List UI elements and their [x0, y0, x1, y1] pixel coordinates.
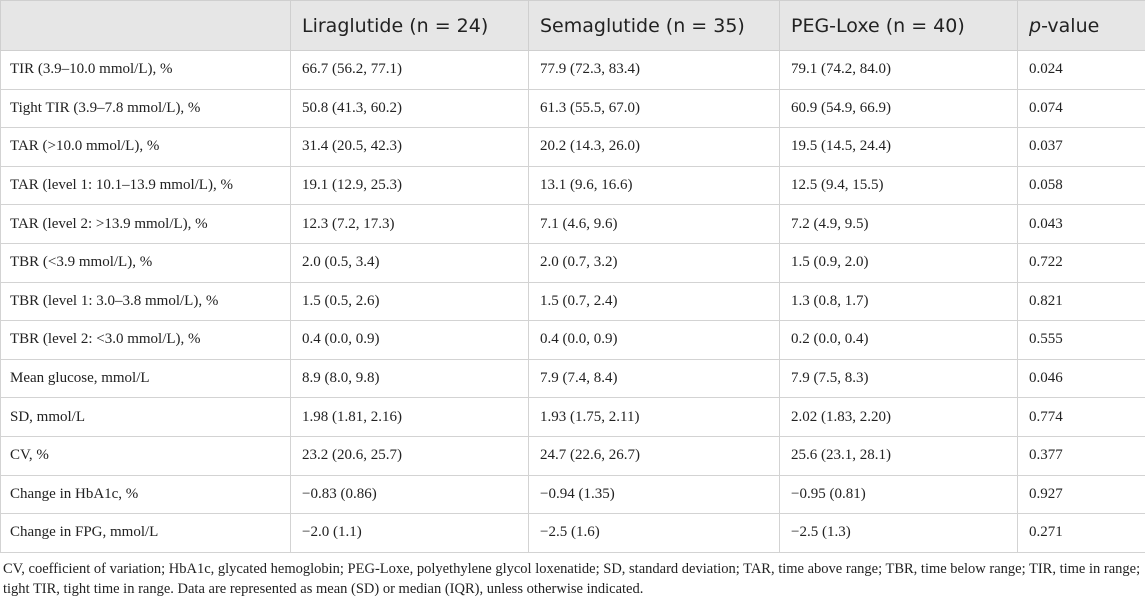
semaglutide-value: 61.3 (55.5, 67.0)	[529, 89, 780, 128]
table-row	[1, 89, 1145, 128]
peg-loxe-value: 79.1 (74.2, 84.0)	[780, 51, 1018, 90]
table-row	[1, 436, 1145, 475]
row-label: Mean glucose, mmol/L	[1, 359, 291, 398]
table-body	[1, 51, 1145, 553]
semaglutide-value: 20.2 (14.3, 26.0)	[529, 128, 780, 167]
row-label: Tight TIR (3.9–7.8 mmol/L), %	[1, 89, 291, 128]
semaglutide-value: 7.9 (7.4, 8.4)	[529, 359, 780, 398]
liraglutide-value: 8.9 (8.0, 9.8)	[291, 359, 529, 398]
p-value: 0.927	[1018, 475, 1145, 514]
semaglutide-value: 13.1 (9.6, 16.6)	[529, 166, 780, 205]
semaglutide-value: −0.94 (1.35)	[529, 475, 780, 514]
peg-loxe-value: 25.6 (23.1, 28.1)	[780, 436, 1018, 475]
semaglutide-value: 2.0 (0.7, 3.2)	[529, 243, 780, 282]
row-label: Change in FPG, mmol/L	[1, 514, 291, 553]
peg-loxe-value: 12.5 (9.4, 15.5)	[780, 166, 1018, 205]
liraglutide-value: 19.1 (12.9, 25.3)	[291, 166, 529, 205]
table-row	[1, 166, 1145, 205]
liraglutide-value: 0.4 (0.0, 0.9)	[291, 321, 529, 360]
p-value: 0.074	[1018, 89, 1145, 128]
table-row	[1, 282, 1145, 321]
liraglutide-value: −2.0 (1.1)	[291, 514, 529, 553]
semaglutide-value: 1.93 (1.75, 2.11)	[529, 398, 780, 437]
semaglutide-value: 77.9 (72.3, 83.4)	[529, 51, 780, 90]
row-label: TAR (level 2: >13.9 mmol/L), %	[1, 205, 291, 244]
liraglutide-value: 1.98 (1.81, 2.16)	[291, 398, 529, 437]
peg-loxe-value: −0.95 (0.81)	[780, 475, 1018, 514]
semaglutide-value: −2.5 (1.6)	[529, 514, 780, 553]
p-value: 0.024	[1018, 51, 1145, 90]
p-value: 0.555	[1018, 321, 1145, 360]
semaglutide-value: 24.7 (22.6, 26.7)	[529, 436, 780, 475]
row-label: TBR (<3.9 mmol/L), %	[1, 243, 291, 282]
p-value: 0.058	[1018, 166, 1145, 205]
liraglutide-value: 66.7 (56.2, 77.1)	[291, 51, 529, 90]
header-empty	[1, 1, 291, 51]
header-semaglutide: Semaglutide (n = 35)	[529, 1, 780, 51]
table-row	[1, 398, 1145, 437]
table-row	[1, 475, 1145, 514]
header-peg-loxe: PEG-Loxe (n = 40)	[780, 1, 1018, 51]
row-label: SD, mmol/L	[1, 398, 291, 437]
peg-loxe-value: 19.5 (14.5, 24.4)	[780, 128, 1018, 167]
liraglutide-value: 2.0 (0.5, 3.4)	[291, 243, 529, 282]
row-label: TBR (level 1: 3.0–3.8 mmol/L), %	[1, 282, 291, 321]
p-value: 0.043	[1018, 205, 1145, 244]
p-value: 0.821	[1018, 282, 1145, 321]
table-row	[1, 51, 1145, 90]
row-label: CV, %	[1, 436, 291, 475]
p-value: 0.774	[1018, 398, 1145, 437]
peg-loxe-value: 7.2 (4.9, 9.5)	[780, 205, 1018, 244]
liraglutide-value: 31.4 (20.5, 42.3)	[291, 128, 529, 167]
peg-loxe-value: 0.2 (0.0, 0.4)	[780, 321, 1018, 360]
header-p-value	[1018, 1, 1145, 51]
peg-loxe-value: 60.9 (54.9, 66.9)	[780, 89, 1018, 128]
table-row	[1, 359, 1145, 398]
row-label: TIR (3.9–10.0 mmol/L), %	[1, 51, 291, 90]
table-row	[1, 243, 1145, 282]
table-row	[1, 128, 1145, 167]
table-row	[1, 514, 1145, 553]
row-label: TAR (level 1: 10.1–13.9 mmol/L), %	[1, 166, 291, 205]
liraglutide-value: 50.8 (41.3, 60.2)	[291, 89, 529, 128]
header-liraglutide: Liraglutide (n = 24)	[291, 1, 529, 51]
semaglutide-value: 7.1 (4.6, 9.6)	[529, 205, 780, 244]
p-value: 0.046	[1018, 359, 1145, 398]
table-row	[1, 205, 1145, 244]
p-value: 0.377	[1018, 436, 1145, 475]
liraglutide-value: 23.2 (20.6, 25.7)	[291, 436, 529, 475]
liraglutide-value: 12.3 (7.2, 17.3)	[291, 205, 529, 244]
p-value: 0.722	[1018, 243, 1145, 282]
semaglutide-value: 0.4 (0.0, 0.9)	[529, 321, 780, 360]
header-p-italic: p	[1029, 15, 1041, 37]
table-row	[1, 321, 1145, 360]
semaglutide-value: 1.5 (0.7, 2.4)	[529, 282, 780, 321]
peg-loxe-value: −2.5 (1.3)	[780, 514, 1018, 553]
p-value: 0.271	[1018, 514, 1145, 553]
peg-loxe-value: 1.3 (0.8, 1.7)	[780, 282, 1018, 321]
table-header-row	[1, 1, 1145, 51]
liraglutide-value: 1.5 (0.5, 2.6)	[291, 282, 529, 321]
peg-loxe-value: 7.9 (7.5, 8.3)	[780, 359, 1018, 398]
row-label: Change in HbA1c, %	[1, 475, 291, 514]
peg-loxe-value: 2.02 (1.83, 2.20)	[780, 398, 1018, 437]
table-footnote: CV, coefficient of variation; HbA1c, glycated hemoglobin; PEG-Loxe, polyethylene glycol loxenatide; SD, standard deviation; TAR, time above range; TBR, time below range; TIR, time in range; tight TIR, tight time in range. Data are represented as mean (SD) or median (IQR), unless otherwise indicated.	[0, 553, 1143, 599]
header-p-rest: -value	[1041, 15, 1099, 37]
p-value: 0.037	[1018, 128, 1145, 167]
liraglutide-value: −0.83 (0.86)	[291, 475, 529, 514]
peg-loxe-value: 1.5 (0.9, 2.0)	[780, 243, 1018, 282]
row-label: TAR (>10.0 mmol/L), %	[1, 128, 291, 167]
row-label: TBR (level 2: <3.0 mmol/L), %	[1, 321, 291, 360]
